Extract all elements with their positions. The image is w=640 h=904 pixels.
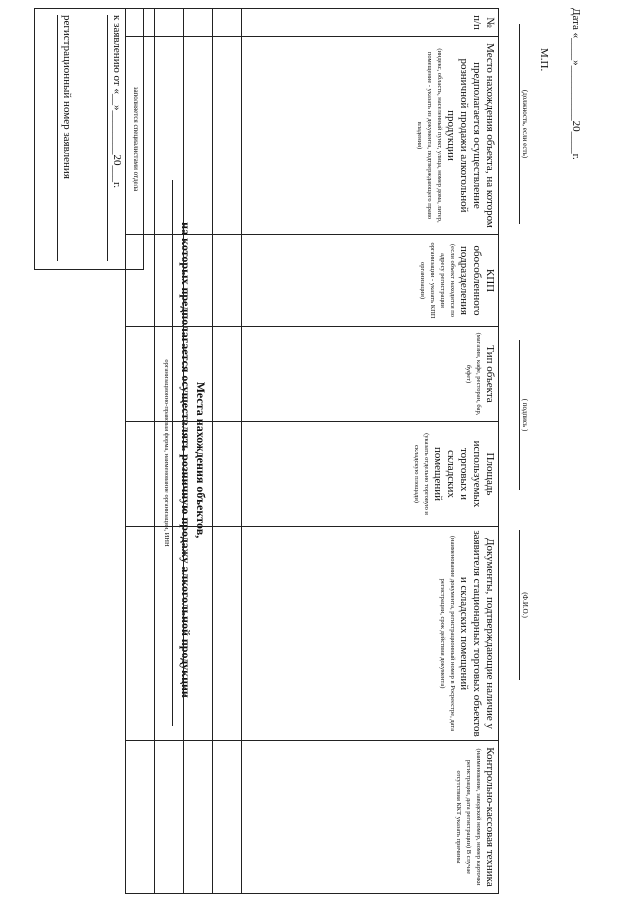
table-cell[interactable] (184, 422, 213, 527)
table-cell[interactable] (213, 37, 242, 235)
table-cell[interactable] (213, 422, 242, 527)
table-cell[interactable] (184, 327, 213, 422)
table-row (126, 9, 155, 894)
table-cell[interactable] (126, 527, 155, 741)
table-cell[interactable] (213, 527, 242, 741)
header-location: Место нахождения объекта, на котором предполагается осуществление розничной продажи алкогольной продукции (индекс, область, населенный пункт, улица, номер дома, литер, помещение - указать из документа, подтверждающего право владения) (242, 37, 499, 235)
header-cash-register: Контрольно-кассовая техника (наименование, заводской номер, номер карточки регистрации, дата регистрации) В случае отсутствия ККТ указать причины (242, 741, 499, 894)
table-row (184, 9, 213, 894)
table-cell[interactable] (126, 327, 155, 422)
registration-number-underline (57, 15, 58, 261)
table-cell[interactable] (126, 422, 155, 527)
table-cell[interactable] (213, 235, 242, 327)
title-line-2: на которых предполагается осуществлять розничную продажу алкогольной продукции (179, 222, 193, 698)
table-cell[interactable] (184, 527, 213, 741)
table-cell[interactable] (155, 527, 184, 741)
registration-number-field: регистрационный номер заявления (61, 15, 73, 179)
table-cell[interactable] (155, 327, 184, 422)
table-cell[interactable] (126, 9, 155, 37)
table-cell[interactable] (126, 235, 155, 327)
table-cell[interactable] (184, 741, 213, 894)
position-underline (519, 24, 520, 224)
organization-caption: организационно-правовая форма, наименование организации, ИНН (163, 359, 170, 547)
table-header-row (242, 9, 499, 894)
table-cell[interactable] (126, 37, 155, 235)
signature-caption: ( подпись ) (521, 398, 529, 432)
table-cell[interactable] (213, 327, 242, 422)
table-cell[interactable] (155, 9, 184, 37)
objects-table (125, 8, 499, 894)
table-cell[interactable] (213, 741, 242, 894)
title-line-1: Места нахождения объектов, (194, 381, 208, 539)
table-cell[interactable] (126, 741, 155, 894)
table-cell[interactable] (184, 37, 213, 235)
registration-note: заполняется специалистами отдела (132, 86, 140, 192)
table-cell[interactable] (213, 9, 242, 37)
table-cell[interactable] (155, 741, 184, 894)
table-cell[interactable] (155, 422, 184, 527)
table-row (155, 9, 184, 894)
position-caption: (должность, если есть) (521, 89, 529, 159)
signature-underline (519, 340, 520, 490)
table-row (213, 9, 242, 894)
statement-date-field: к заявлению от «__»________20___г. (111, 15, 123, 188)
header-object-type: Тип объекта (магазин, кафе, ресторан, бар, буфет) (242, 327, 499, 422)
name-caption: (Ф.И.О.) (521, 592, 529, 618)
name-underline (519, 530, 520, 680)
header-kpp: КПП обособленного подразделения (если объект находится по адресу регистрации организации - указать КПП организации) (242, 235, 499, 327)
table-cell[interactable] (155, 37, 184, 235)
date-field: Дата «____»__________20____г. (570, 8, 582, 160)
header-area: Площадь используемых торговых и складских помещений (указать отдельно торговую и складскую площади) (242, 422, 499, 527)
statement-date-underline (107, 15, 108, 261)
header-number: № п/п (242, 9, 499, 37)
table-cell[interactable] (184, 235, 213, 327)
stamp-placeholder: М.П. (538, 48, 550, 72)
table-cell[interactable] (184, 9, 213, 37)
table-cell[interactable] (155, 235, 184, 327)
header-documents: Документы, подтверждающие наличие у заявителя стационарных торговых объектов и складских помещений (наименование документа, регистрационный номер в Росреестре, дата регистрации, срок действия документа) (242, 527, 499, 741)
